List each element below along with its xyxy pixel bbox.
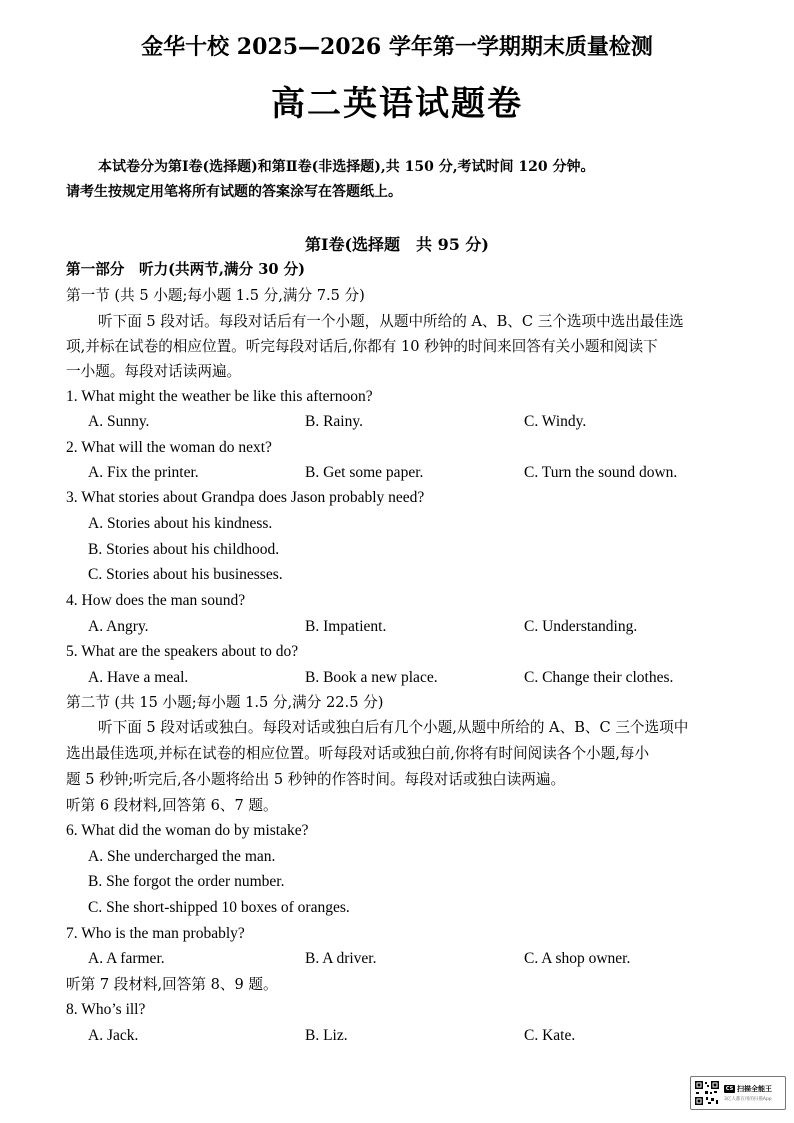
option-b: B. Liz. bbox=[305, 1027, 348, 1044]
question: 1. What might the weather be like this afternoon? bbox=[66, 388, 373, 405]
option-b: B. Rainy. bbox=[305, 413, 363, 430]
question: 4. How does the man sound? bbox=[66, 592, 246, 609]
brand-tagline: 3亿人都在用的扫描App bbox=[724, 1097, 772, 1102]
part-title: 第一部分 听力(共两节,满分 30 分) bbox=[66, 261, 306, 278]
material-note: 听第 6 段材料,回答第 6、7 题。 bbox=[66, 797, 278, 814]
instruction-line: 选出最佳选项,并标在试卷的相应位置。听每段对话或独白前,你将有时间阅读各个小题,每小 bbox=[66, 745, 650, 762]
option-c: C. Change their clothes. bbox=[524, 669, 674, 686]
option-a: A. Stories about his kindness. bbox=[88, 515, 273, 532]
camscanner-logo-icon: CS bbox=[725, 1086, 734, 1092]
intro-line: 本试卷分为第Ⅰ卷(选择题)和第Ⅱ卷(非选择题),共 150 分,考试时间 120 分钟。 bbox=[98, 159, 595, 175]
option-a: A. Have a meal. bbox=[88, 669, 189, 686]
option-c: C. Kate. bbox=[524, 1027, 576, 1044]
instruction-line: 题 5 秒钟;听完后,各小题将给出 5 秒钟的作答时间。每段对话或独白读两遍。 bbox=[66, 771, 566, 788]
paper-title: 高二英语试题卷 bbox=[271, 84, 523, 124]
option-a: A. A farmer. bbox=[88, 950, 165, 967]
question: 3. What stories about Grandpa does Jason probably need? bbox=[66, 489, 425, 506]
question: 8. Who’s ill? bbox=[66, 1001, 146, 1018]
option-c: C. A shop owner. bbox=[524, 950, 631, 967]
scanner-brand bbox=[724, 1084, 772, 1094]
option-c: C. Stories about his businesses. bbox=[88, 566, 283, 583]
option-c: C. Windy. bbox=[524, 413, 587, 430]
instruction-line: 一小题。每段对话读两遍。 bbox=[66, 363, 242, 380]
option-c: C. Turn the sound down. bbox=[524, 464, 678, 481]
option-b: B. Stories about his childhood. bbox=[88, 541, 280, 558]
option-a: A. Fix the printer. bbox=[88, 464, 199, 481]
brand-name: 扫描全能王 bbox=[737, 1085, 772, 1093]
intro-line: 请考生按规定用笔将所有试题的答案涂写在答题纸上。 bbox=[66, 184, 402, 200]
instruction-line: 项,并标在试卷的相应位置。听完每段对话后,你都有 10 秒钟的时间来回答有关小题和阅读下 bbox=[66, 338, 658, 355]
subsection-title: 第二节 (共 15 小题;每小题 1.5 分,满分 22.5 分) bbox=[66, 694, 384, 711]
option-c: C. She short-shipped 10 boxes of oranges. bbox=[88, 899, 350, 916]
question: 7. Who is the man probably? bbox=[66, 925, 245, 942]
option-a: A. She undercharged the man. bbox=[88, 848, 276, 865]
question: 2. What will the woman do next? bbox=[66, 439, 272, 456]
question: 6. What did the woman do by mistake? bbox=[66, 822, 309, 839]
section-header: 第Ⅰ卷(选择题 共 95 分) bbox=[304, 235, 490, 254]
option-a: A. Angry. bbox=[88, 618, 149, 635]
material-note: 听第 7 段材料,回答第 8、9 题。 bbox=[66, 976, 278, 993]
subsection-title: 第一节 (共 5 小题;每小题 1.5 分,满分 7.5 分) bbox=[66, 287, 365, 304]
option-b: B. Book a new place. bbox=[305, 669, 438, 686]
option-b: B. A driver. bbox=[305, 950, 377, 967]
option-b: B. She forgot the order number. bbox=[88, 873, 285, 890]
option-a: A. Sunny. bbox=[88, 413, 150, 430]
scanner-watermark bbox=[690, 1076, 786, 1110]
instruction-line: 听下面 5 段对话。每段对话后有一个小题，从题中所给的 A、B、C 三个选项中选出最佳选 bbox=[98, 313, 684, 330]
option-b: B. Get some paper. bbox=[305, 464, 424, 481]
option-b: B. Impatient. bbox=[305, 618, 387, 635]
exam-title: 金华十校 2025—2026 学年第一学期期末质量检测 bbox=[141, 34, 653, 60]
qr-code-icon bbox=[694, 1080, 720, 1106]
option-c: C. Understanding. bbox=[524, 618, 638, 635]
instruction-line: 听下面 5 段对话或独白。每段对话或独白后有几个小题,从题中所给的 A、B、C 三个选项中 bbox=[98, 719, 689, 736]
question: 5. What are the speakers about to do? bbox=[66, 643, 299, 660]
option-a: A. Jack. bbox=[88, 1027, 139, 1044]
